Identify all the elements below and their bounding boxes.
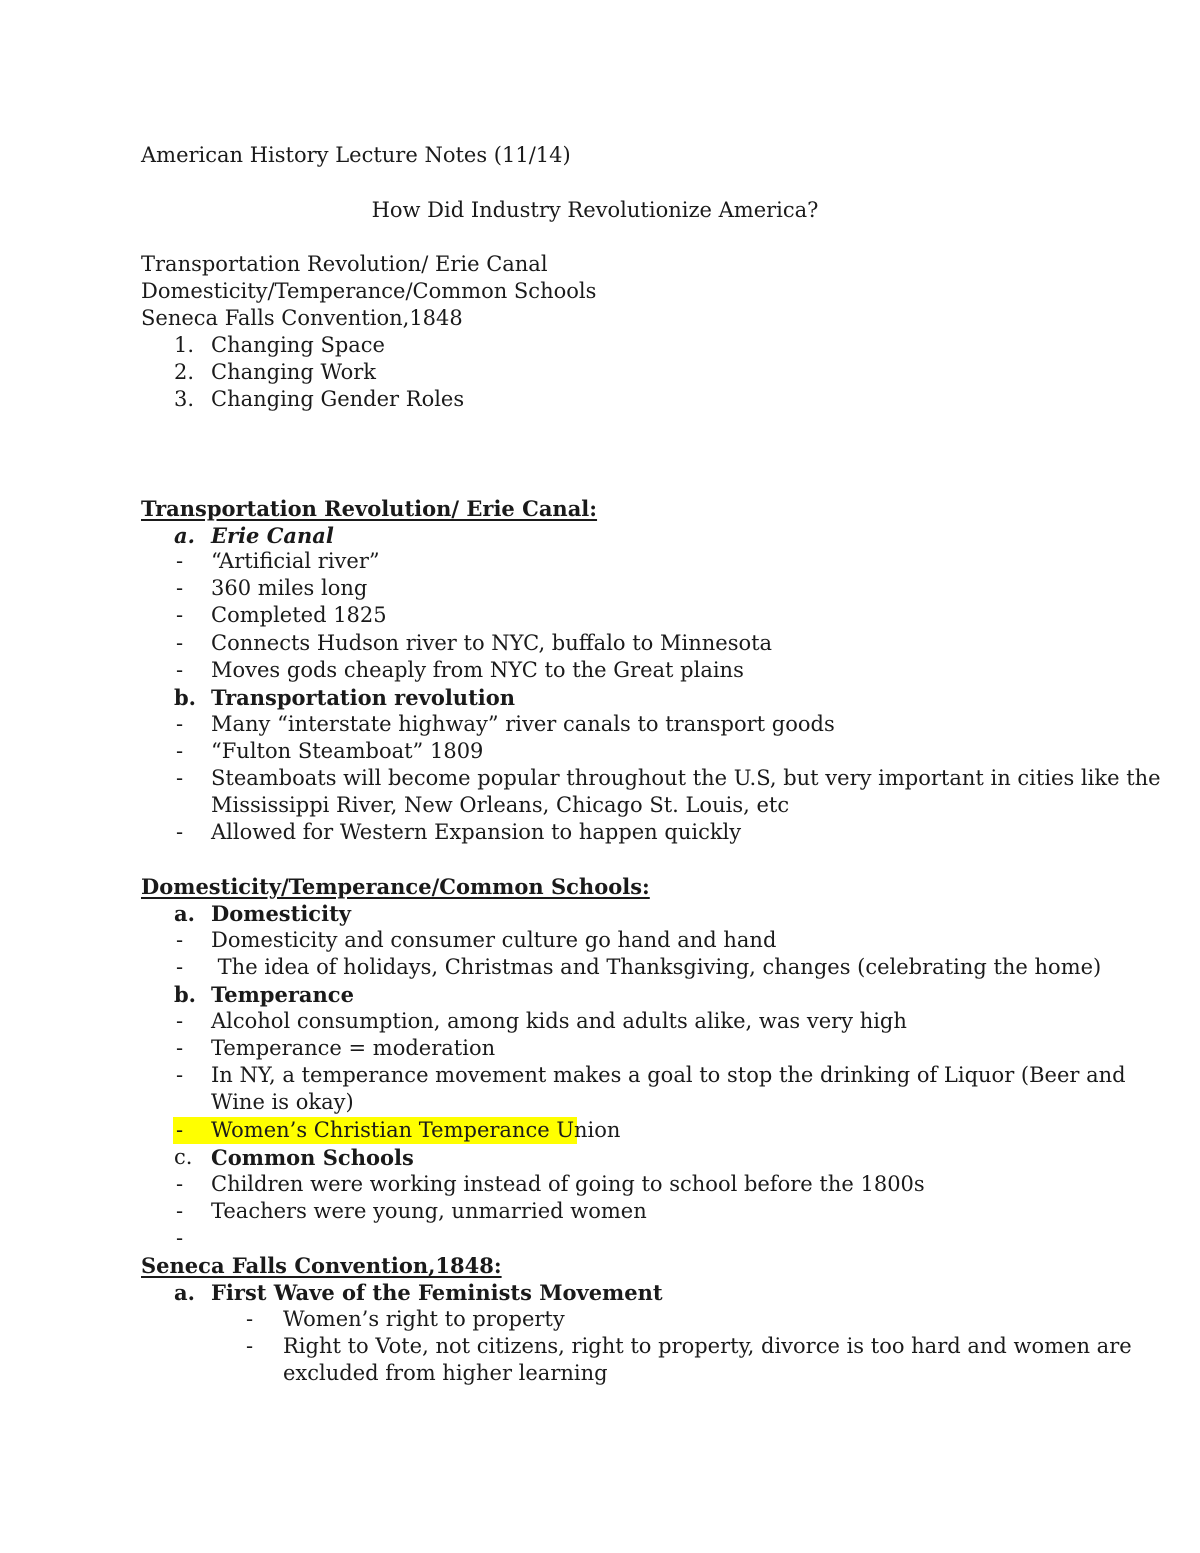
dash-bullet: - bbox=[176, 1199, 184, 1223]
dash-bullet: - bbox=[176, 549, 184, 573]
item-text: Changing Work bbox=[211, 360, 377, 384]
subsection-heading bbox=[0, 1279, 1200, 1306]
bullet-item bbox=[0, 630, 1200, 657]
bullet-text: “Artificial river” bbox=[211, 549, 380, 573]
subsection-title: Temperance bbox=[211, 982, 354, 1007]
bullet-text: Alcohol consumption, among kids and adults alike, was very high bbox=[211, 1009, 907, 1033]
notes-title: American History Lecture Notes (11/14) bbox=[141, 143, 571, 167]
section-heading-seneca-falls: Seneca Falls Convention,1848: bbox=[141, 1253, 502, 1278]
dash-bullet: - bbox=[176, 1063, 184, 1087]
subsection-title: Common Schools bbox=[211, 1145, 414, 1170]
subsection-title: First Wave of the Feminists Movement bbox=[211, 1280, 663, 1305]
bullet-text: Mississippi River, New Orleans, Chicago St. Louis, etc bbox=[211, 793, 790, 817]
bullet-item bbox=[0, 954, 1200, 981]
item-text: Changing Space bbox=[211, 333, 385, 357]
subsection-heading bbox=[0, 1144, 1200, 1171]
dash-bullet: - bbox=[176, 603, 184, 627]
subsection-heading bbox=[0, 522, 1200, 549]
dash-bullet: - bbox=[176, 712, 184, 736]
subsection-label: a. bbox=[174, 523, 195, 548]
item-number: 1. bbox=[174, 333, 195, 357]
numbered-item bbox=[0, 332, 1200, 359]
bullet-text: Allowed for Western Expansion to happen quickly bbox=[211, 820, 742, 844]
subsection-label: a. bbox=[174, 901, 195, 926]
subsection-heading bbox=[0, 684, 1200, 711]
bullet-item bbox=[0, 575, 1200, 602]
bullet-text: In NY, a temperance movement makes a goal to stop the drinking of Liquor (Beer and bbox=[211, 1063, 1126, 1087]
subsection-label: c. bbox=[174, 1145, 193, 1169]
dash-bullet: - bbox=[176, 631, 184, 655]
dash-bullet: - bbox=[176, 1226, 184, 1250]
bullet-text: Women’s Christian Temperance Union bbox=[211, 1118, 621, 1142]
item-number: 2. bbox=[174, 360, 195, 384]
item-text: Changing Gender Roles bbox=[211, 387, 465, 411]
dash-bullet: - bbox=[176, 928, 184, 952]
bullet-text: The idea of holidays, Christmas and Thanksgiving, changes (celebrating the home) bbox=[211, 955, 1102, 979]
bullet-text: Completed 1825 bbox=[211, 603, 387, 627]
bullet-continuation bbox=[0, 792, 1200, 819]
dash-bullet: - bbox=[246, 1307, 254, 1331]
bullet-text: Women’s right to property bbox=[283, 1307, 565, 1331]
section-heading-domesticity: Domesticity/Temperance/Common Schools: bbox=[141, 874, 650, 899]
bullet-continuation bbox=[0, 1360, 1200, 1387]
outline-topic: Seneca Falls Convention,1848 bbox=[141, 306, 463, 330]
bullet-item-empty bbox=[0, 1225, 1200, 1252]
outline-topic: Transportation Revolution/ Erie Canal bbox=[141, 252, 548, 276]
bullet-item bbox=[0, 1171, 1200, 1198]
item-number: 3. bbox=[174, 387, 195, 411]
bullet-item bbox=[0, 1035, 1200, 1062]
bullet-continuation bbox=[0, 1089, 1200, 1116]
outline-topic: Domesticity/Temperance/Common Schools bbox=[141, 279, 597, 303]
subsection-title: Erie Canal bbox=[211, 523, 334, 548]
numbered-item bbox=[0, 386, 1200, 413]
highlighted-bullet-item bbox=[0, 1117, 1200, 1144]
dash-bullet: - bbox=[176, 955, 184, 979]
bullet-item bbox=[0, 1062, 1200, 1089]
numbered-item bbox=[0, 359, 1200, 386]
dash-bullet: - bbox=[176, 1009, 184, 1033]
dash-bullet: - bbox=[176, 1036, 184, 1060]
bullet-text: Many “interstate highway” river canals to transport goods bbox=[211, 712, 835, 736]
bullet-item bbox=[0, 765, 1200, 792]
dash-bullet: - bbox=[176, 576, 184, 600]
subsection-title: Domesticity bbox=[211, 901, 351, 926]
dash-bullet: - bbox=[176, 820, 184, 844]
dash-bullet: - bbox=[176, 739, 184, 763]
bullet-item bbox=[0, 602, 1200, 629]
bullet-text: Connects Hudson river to NYC, buffalo to Minnesota bbox=[211, 631, 773, 655]
subsection-title: Transportation revolution bbox=[211, 685, 516, 710]
bullet-text: Domesticity and consumer culture go hand and hand bbox=[211, 928, 777, 952]
bullet-text: excluded from higher learning bbox=[283, 1361, 608, 1385]
bullet-text: Temperance = moderation bbox=[211, 1036, 496, 1060]
bullet-item bbox=[0, 711, 1200, 738]
bullet-item bbox=[0, 1008, 1200, 1035]
subsection-label: b. bbox=[174, 685, 196, 710]
bullet-item bbox=[0, 819, 1200, 846]
bullet-item bbox=[0, 1198, 1200, 1225]
dash-bullet: - bbox=[176, 658, 184, 682]
dash-bullet: - bbox=[176, 1172, 184, 1196]
bullet-item bbox=[0, 1333, 1200, 1360]
bullet-text: Steamboats will become popular throughout the U.S, but very important in cities like the bbox=[211, 766, 1161, 790]
bullet-text: “Fulton Steamboat” 1809 bbox=[211, 739, 484, 763]
subsection-heading bbox=[0, 981, 1200, 1008]
dash-bullet: - bbox=[176, 766, 184, 790]
lecture-question: How Did Industry Revolutionize America? bbox=[371, 198, 819, 222]
bullet-item bbox=[0, 1306, 1200, 1333]
bullet-text: Children were working instead of going to school before the 1800s bbox=[211, 1172, 925, 1196]
bullet-item bbox=[0, 738, 1200, 765]
bullet-text: 360 miles long bbox=[211, 576, 368, 600]
subsection-heading bbox=[0, 900, 1200, 927]
subsection-label: a. bbox=[174, 1280, 195, 1305]
bullet-item bbox=[0, 657, 1200, 684]
bullet-text: Right to Vote, not citizens, right to property, divorce is too hard and women are bbox=[283, 1334, 1132, 1358]
dash-bullet: - bbox=[176, 1118, 184, 1142]
bullet-text: Wine is okay) bbox=[211, 1090, 354, 1114]
section-heading-transportation: Transportation Revolution/ Erie Canal: bbox=[141, 496, 598, 521]
dash-bullet: - bbox=[246, 1334, 254, 1358]
bullet-item bbox=[0, 927, 1200, 954]
bullet-text: Moves gods cheaply from NYC to the Great plains bbox=[211, 658, 744, 682]
bullet-text: Teachers were young, unmarried women bbox=[211, 1199, 647, 1223]
bullet-item bbox=[0, 548, 1200, 575]
subsection-label: b. bbox=[174, 982, 196, 1007]
